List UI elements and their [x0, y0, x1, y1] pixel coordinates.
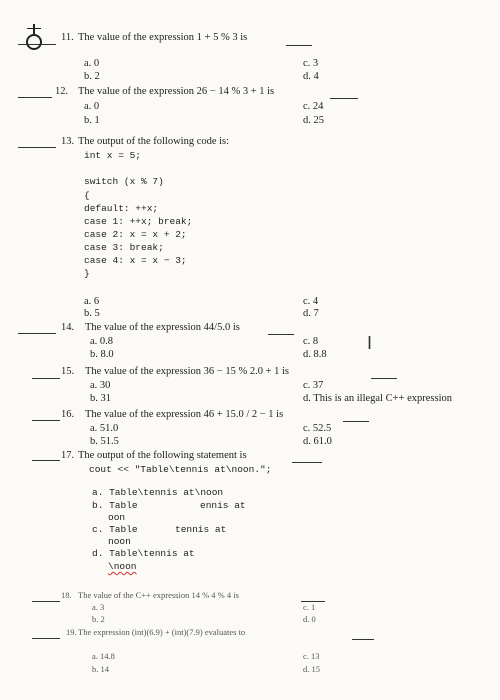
q17-option-c: c. Table [92, 524, 138, 535]
question-13-number: 13. [61, 136, 75, 147]
q11-option-c: c. 3 [303, 58, 319, 69]
q15-option-d: d. This is an illegal C++ expression [303, 393, 453, 404]
question-17-blank [292, 462, 322, 463]
q13-option-d: d. 7 [303, 308, 319, 319]
question-18-number: 18. [61, 590, 72, 600]
q12-option-c: c. 24 [303, 101, 324, 112]
q17-option-b-line2: oon [108, 512, 126, 523]
q13-code-line-9: case 4: x = x − 3; [84, 255, 187, 266]
q13-code-line-10: } [84, 268, 90, 279]
q13-code-line-6: case 1: ++x; break; [84, 216, 193, 227]
q11-option-a: a. 0 [84, 58, 100, 69]
question-19-number: 19. [66, 627, 77, 637]
question-12-text: The value of the expression 26 − 14 % 3 + 1 is [78, 86, 275, 97]
q14-option-a: a. 0.8 [90, 336, 114, 347]
question-12-number: 12. [55, 86, 69, 97]
q17-option-d: d. Table\tennis at [92, 548, 195, 559]
answer-blank-18 [32, 601, 60, 602]
question-11-text: The value of the expression 1 + 5 % 3 is [78, 32, 248, 43]
q16-option-c: c. 52.5 [303, 423, 332, 434]
q14-option-d: d. 8.8 [303, 349, 327, 360]
question-15-number: 15. [61, 366, 75, 377]
answer-blank-12 [18, 97, 52, 98]
q19-option-c: c. 13 [303, 651, 320, 661]
answer-blank-17 [32, 460, 60, 461]
q18-option-b: b. 2 [92, 614, 105, 624]
q14-option-c: c. 8 [303, 336, 319, 347]
q18-option-d: d. 0 [303, 614, 316, 624]
answer-blank-11 [18, 44, 56, 45]
q17-option-b-cont: ennis at [200, 500, 246, 511]
q13-option-a: a. 6 [84, 296, 100, 307]
question-14-number: 14. [61, 322, 75, 333]
question-19-text: The expression (int)(6.9) + (int)(7.9) evaluates to [78, 627, 246, 637]
answer-blank-14 [18, 333, 56, 334]
question-16-number: 16. [61, 409, 75, 420]
q13-code-line-7: case 2: x = x + 2; [84, 229, 187, 240]
q12-option-a: a. 0 [84, 101, 100, 112]
question-14-blank [268, 334, 294, 335]
q17-option-d-line2: \noon [108, 561, 137, 572]
q17-option-b: b. Table [92, 500, 138, 511]
q13-option-b: b. 5 [84, 308, 100, 319]
q13-code-line-1: int x = 5; [84, 150, 142, 161]
answer-blank-13 [18, 147, 56, 148]
q13-code-line-3: switch (x % 7) [84, 176, 164, 187]
q14-option-b: b. 8.0 [90, 349, 114, 360]
question-11-number: 11. [61, 32, 74, 43]
question-15-text: The value of the expression 36 − 15 % 2.0 + 1 is [85, 366, 290, 377]
q16-option-b: b. 51.5 [90, 436, 119, 447]
q11-option-d: d. 4 [303, 71, 319, 82]
q18-option-c: c. 1 [303, 602, 316, 612]
q18-option-a: a. 3 [92, 602, 105, 612]
question-17-text: The output of the following statement is [78, 450, 247, 461]
q16-option-a: a. 51.0 [90, 423, 119, 434]
q19-option-b: b. 14 [92, 664, 109, 674]
q17-option-c-line2: noon [108, 536, 131, 547]
q19-option-a: a. 14.8 [92, 651, 115, 661]
q13-option-c: c. 4 [303, 296, 319, 307]
q15-option-a: a. 30 [90, 380, 111, 391]
q17-option-c-cont: tennis at [175, 524, 227, 535]
answer-blank-15 [32, 378, 60, 379]
q17-option-a: a. Table\tennis at\noon [92, 487, 224, 498]
question-15-blank [371, 378, 397, 379]
q13-code-line-5: default: ++x; [84, 203, 159, 214]
q15-option-b: b. 31 [90, 393, 111, 404]
q19-option-d: d. 15 [303, 664, 320, 674]
q12-option-d: d. 25 [303, 115, 324, 126]
question-17-number: 17. [61, 450, 75, 461]
q13-code-line-4: { [84, 190, 90, 201]
question-11-blank [286, 45, 312, 46]
question-12-blank [330, 98, 358, 99]
question-13-text: The output of the following code is: [78, 136, 230, 147]
q16-option-d: d. 61.0 [303, 436, 332, 447]
question-14-text: The value of the expression 44/5.0 is [85, 322, 240, 333]
answer-blank-16 [32, 420, 60, 421]
question-16-text: The value of the expression 46 + 15.0 / 2 − 1 is [85, 409, 284, 420]
q11-option-b: b. 2 [84, 71, 100, 82]
question-18-text: The value of the C++ expression 14 % 4 % 4 is [78, 590, 239, 600]
question-16-blank [343, 421, 369, 422]
question-19-blank [352, 639, 374, 640]
text-cursor-icon: I [367, 333, 373, 353]
q12-option-b: b. 1 [84, 115, 100, 126]
q15-option-c: c. 37 [303, 380, 324, 391]
q17-code: cout << "Table\tennis at\noon."; [89, 464, 272, 475]
q13-code-line-8: case 3: break; [84, 242, 164, 253]
answer-blank-19 [32, 638, 60, 639]
